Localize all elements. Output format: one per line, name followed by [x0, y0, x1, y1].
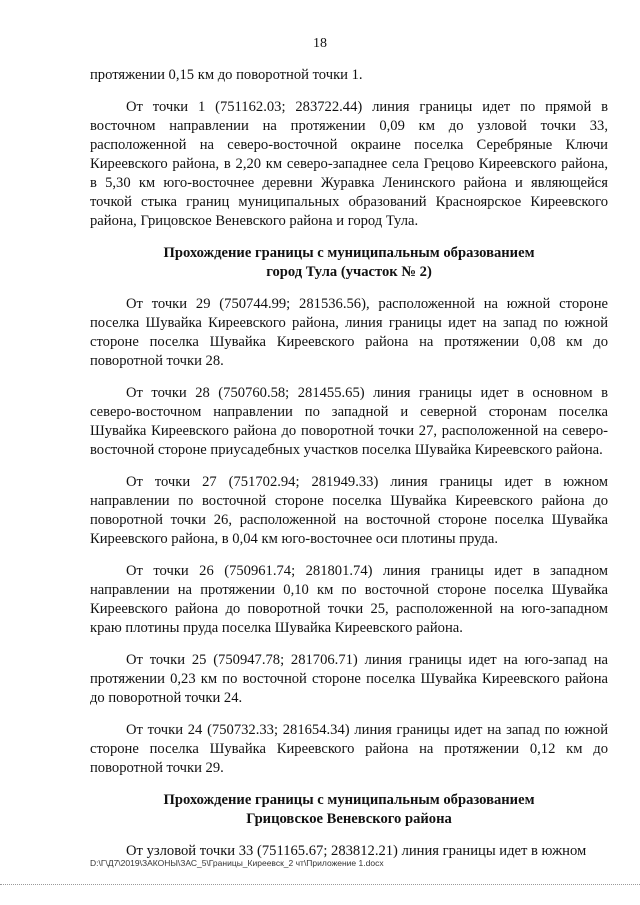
section-heading-line: Грицовское Веневского района	[246, 811, 452, 827]
section-heading	[90, 791, 608, 829]
paragraph: От точки 27 (751702.94; 281949.33) линия границы идет в южном направлении по восточной стороне поселка Шувайка Киреевского района до поворотной точки 26, расположенной на восточной стороне поселка Шувайка Киреевского района, в 0,04 км юго-восточнее оси плотины пруда.	[90, 474, 608, 547]
paragraph: От точки 24 (750732.33; 281654.34) линия границы идет на запад по южной стороне поселка Шувайка Киреевского района на протяжении 0,12 км до поворотной точки 29.	[90, 722, 608, 776]
scan-edge-line	[0, 884, 640, 886]
paragraph: От узловой точки 33 (751165.67; 283812.21) линия границы идет в южном	[126, 843, 587, 859]
page-number: 18	[313, 36, 327, 51]
document-body	[90, 66, 608, 874]
paragraph: От точки 25 (750947.78; 281706.71) линия границы идет на юго-запад на протяжении 0,23 км по восточной стороне поселка Шувайка Киреевского района до поворотной точки 24.	[90, 652, 608, 706]
paragraph: От точки 26 (750961.74; 281801.74) линия границы идет в западном направлении на протяжении 0,10 км по восточной стороне поселка Шувайка Киреевского района до поворотной точки 25, расположенной на юго-западном краю плотины пруда поселка Шувайка Киреевского района.	[90, 563, 608, 636]
paragraph: От точки 28 (750760.58; 281455.65) линия границы идет в основном в северо-восточном направлении по западной и северной сторонам поселка Шувайка Киреевского района до поворотной точки 27, расположенной на северо-восточной стороне приусадебных участков поселка Шувайка Киреевского района.	[90, 385, 608, 458]
section-heading-line: город Тула (участок № 2)	[266, 264, 432, 280]
section-heading-line: Прохождение границы с муниципальным образованием	[163, 792, 535, 808]
section-heading	[90, 244, 608, 282]
paragraph: От точки 1 (751162.03; 283722.44) линия границы идет по прямой в восточном направлении на протяжении 0,09 км до узловой точки 33, расположенной на северо-восточной окраине поселка Серебряные Ключи Киреевского района, в 2,20 км северо-западнее села Грецово Киреевского района, в 5,30 км юго-восточнее деревни Журавка Ленинского района и являющейся точкой стыка границ муниципальных образований Красноярское Киреевского района, Грицовское Веневского района и город Тула.	[90, 99, 608, 229]
file-path-footer: D:\Г\Д7\2019\ЗАКОНЫ\ЗАС_5\Границы_Киреевск_2 чт\Приложение 1.docx	[90, 858, 384, 868]
paragraph: протяжении 0,15 км до поворотной точки 1.	[90, 67, 363, 83]
paragraph: От точки 29 (750744.99; 281536.56), расположенной на южной стороне поселка Шувайка Киреевского района, линия границы идет на запад по южной стороне поселка Шувайка Киреевского района на протяжении 0,08 км до поворотной точки 28.	[90, 296, 608, 369]
section-heading-line: Прохождение границы с муниципальным образованием	[163, 245, 535, 261]
